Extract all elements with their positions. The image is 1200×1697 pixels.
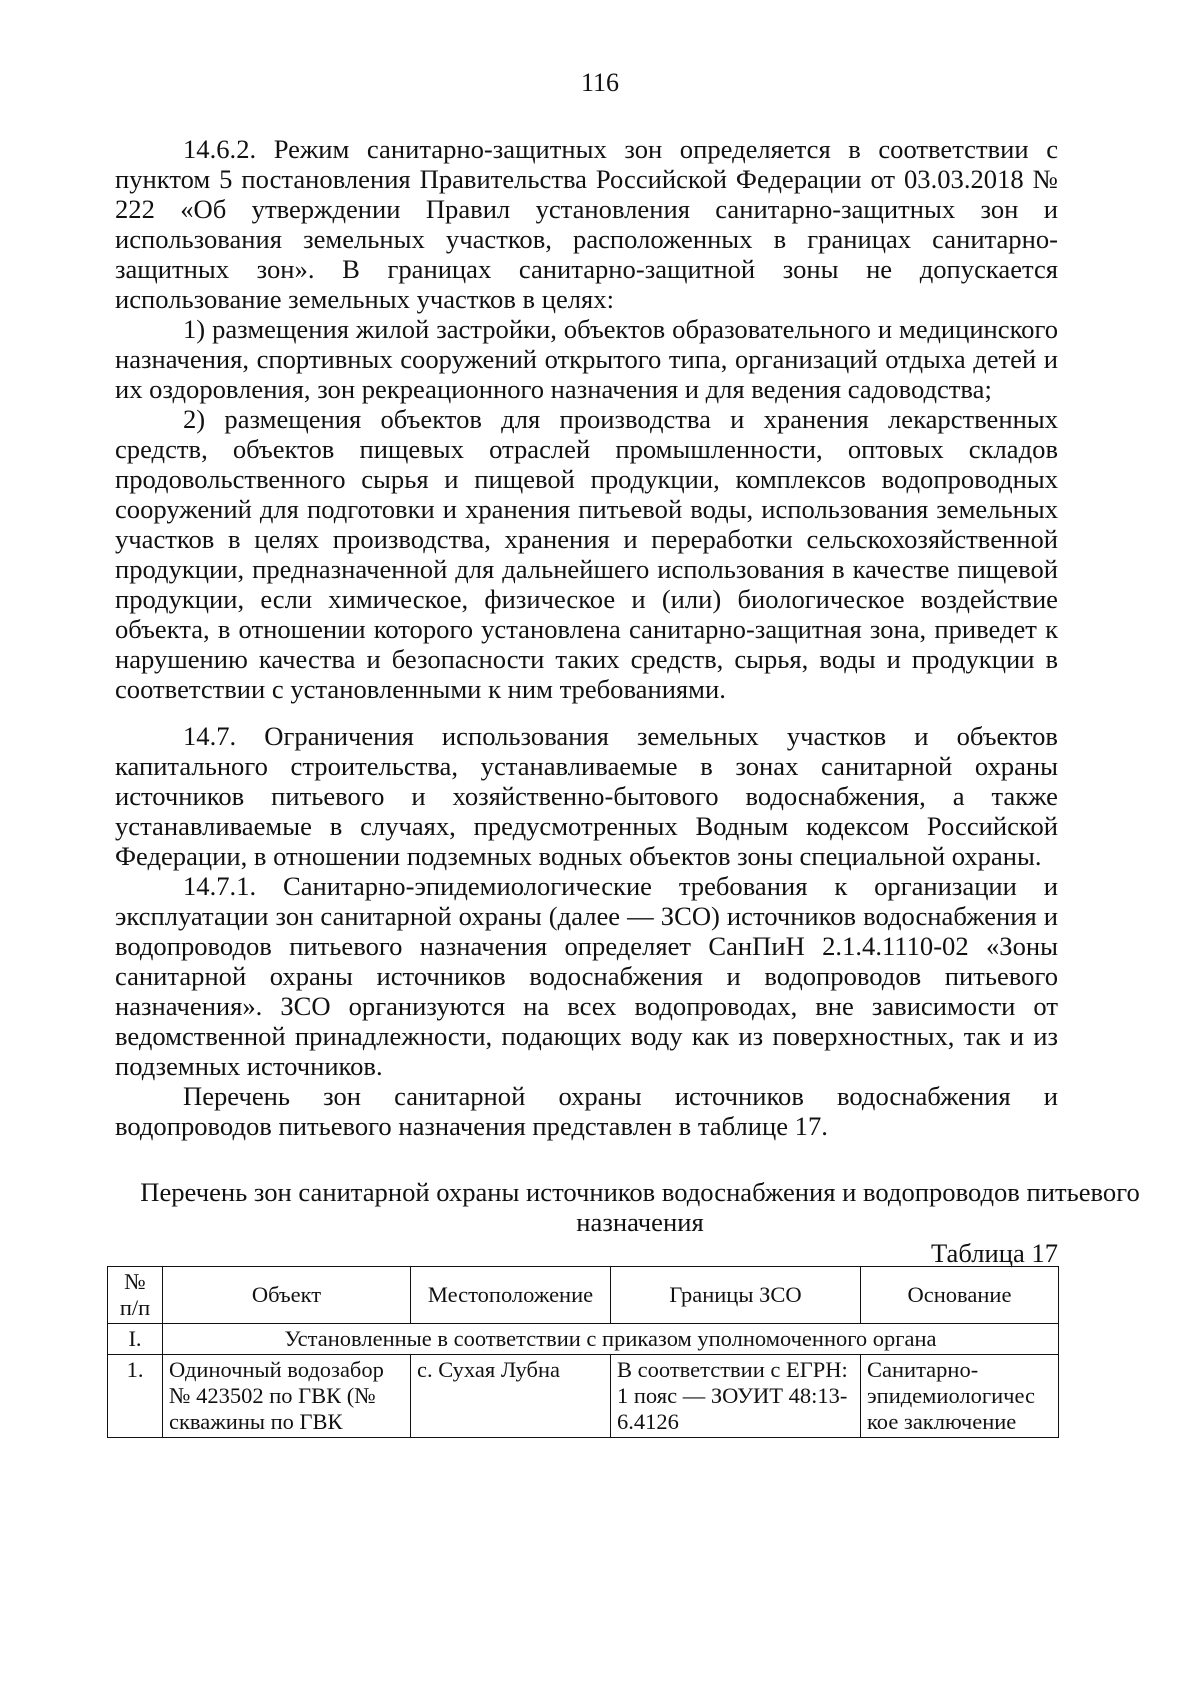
section-14-6-2	[115, 134, 1058, 704]
row-location: с. Сухая Лубна	[411, 1355, 611, 1438]
header-location: Местоположение	[411, 1267, 611, 1324]
row-object: Одиночный водозабор № 423502 по ГВК (№ скважины по ГВК	[163, 1355, 411, 1438]
paragraph: 14.6.2. Режим санитарно-защитных зон определяется в соответствии с пунктом 5 постановления Правительства Российской Федерации от 03.03.2018 № 222 «Об утверждении Правил установления санитарно-защитных зон и использования земельных участков, расположенных в границах санитарно-защитных зон». В границах санитарно-защитной зоны не допускается использование земельных участков в целях:	[115, 134, 1058, 314]
header-basis: Основание	[861, 1267, 1059, 1324]
row-basis: Санитарно-эпидемиологичес кое заключение	[861, 1355, 1059, 1438]
paragraph: Перечень зон санитарной охраны источников водоснабжения и водопроводов питьевого назначения представлен в таблице 17.	[115, 1081, 1058, 1141]
paragraph: 2) размещения объектов для производства и хранения лекарственных средств, объектов пищевых отраслей промышленности, оптовых складов продовольственного сырья и пищевой продукции, комплексов водопроводных сооружений для подготовки и хранения питьевой воды, использования земельных участков в целях производства, хранения и переработки сельскохозяйственной продукции, предназначенной для дальнейшего использования в качестве пищевой продукции, если химическое, физическое и (или) биологическое воздействие объекта, в отношении которого установлена санитарно-защитная зона, приведет к нарушению качества и безопасности таких средств, сырья, воды и продукции в соответствии с установленными к ним требованиями.	[115, 404, 1058, 704]
section-title: Установленные в соответствии с приказом уполномоченного органа	[163, 1324, 1059, 1355]
page-number: 116	[580, 68, 620, 97]
table-section-row	[108, 1324, 1059, 1355]
table-row	[108, 1355, 1059, 1438]
zso-table	[107, 1266, 1059, 1438]
section-14-7	[115, 721, 1058, 1141]
section-number: I.	[108, 1324, 163, 1355]
row-boundaries: В соответствии с ЕГРН: 1 пояс — ЗОУИТ 48:13-6.4126	[611, 1355, 861, 1438]
row-number: 1.	[108, 1355, 163, 1438]
table-caption: Таблица 17	[930, 1238, 1058, 1268]
paragraph: 14.7.1. Санитарно-эпидемиологические требования к организации и эксплуатации зон санитарной охраны (далее — ЗСО) источников водоснабжения и водопроводов питьевого назначения определяет СанПиН 2.1.4.1110-02 «Зоны санитарной охраны источников водоснабжения и водопроводов питьевого назначения». ЗСО организуются на всех водопроводах, вне зависимости от ведомственной принадлежности, подающих воду как из поверхностных, так и из подземных источников.	[115, 871, 1058, 1081]
paragraph: 1) размещения жилой застройки, объектов образовательного и медицинского назначения, спортивных сооружений открытого типа, организаций отдыха детей и их оздоровления, зон рекреационного назначения и для ведения садоводства;	[115, 314, 1058, 404]
header-boundaries: Границы ЗСО	[611, 1267, 861, 1324]
header-object: Объект	[163, 1267, 411, 1324]
header-number: № п/п	[108, 1267, 163, 1324]
table-title: Перечень зон санитарной охраны источников водоснабжения и водопроводов питьевого назначения	[140, 1177, 1140, 1237]
paragraph: 14.7. Ограничения использования земельных участков и объектов капитального строительства, устанавливаемые в зонах санитарной охраны источников питьевого и хозяйственно-бытового водоснабжения, а также устанавливаемые в случаях, предусмотренных Водным кодексом Российской Федерации, в отношении подземных водных объектов зоны специальной охраны.	[115, 721, 1058, 871]
table-header-row	[108, 1267, 1059, 1324]
